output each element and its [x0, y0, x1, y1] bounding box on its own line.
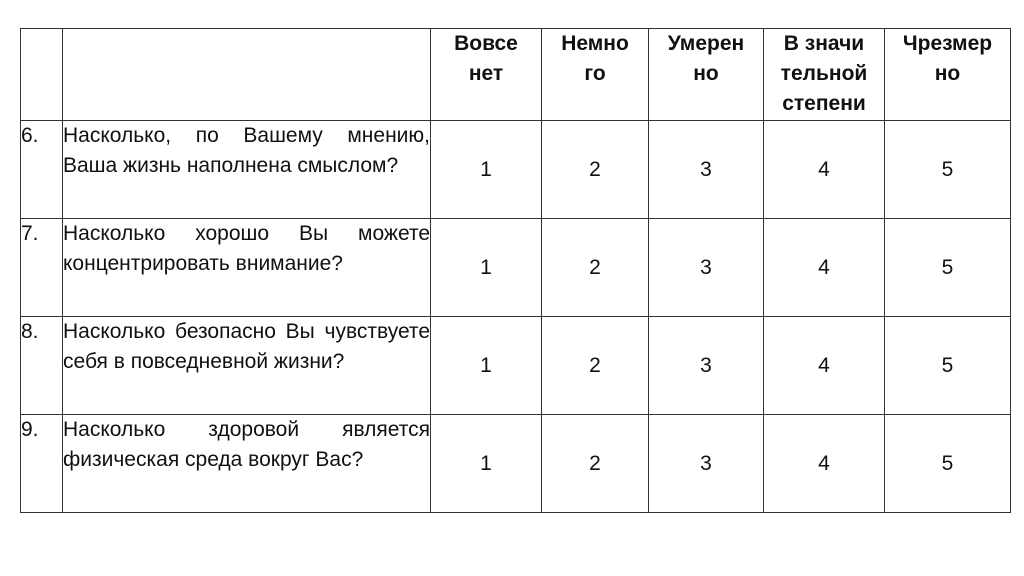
rating-value: 3	[649, 121, 764, 219]
question-number: 7.	[21, 219, 63, 317]
rating-value: 1	[431, 415, 542, 513]
header-option-extremely: Чрезмер но	[885, 29, 1011, 121]
rating-value: 4	[764, 121, 885, 219]
rating-value: 4	[764, 317, 885, 415]
rating-value: 1	[431, 121, 542, 219]
rating-value: 2	[542, 121, 649, 219]
question-text: Насколько безопасно Вы чувствуете себя в повседневной жизни?	[63, 317, 431, 415]
question-text: Насколько хорошо Вы можете концентрировать внимание?	[63, 219, 431, 317]
rating-value: 4	[764, 415, 885, 513]
rating-value: 2	[542, 219, 649, 317]
rating-value: 1	[431, 219, 542, 317]
question-text: Насколько, по Вашему мнению, Ваша жизнь наполнена смыслом?	[63, 121, 431, 219]
rating-value: 5	[885, 317, 1011, 415]
table-row	[21, 415, 1011, 513]
question-text: Насколько здоровой является физическая среда вокруг Вас?	[63, 415, 431, 513]
question-number: 8.	[21, 317, 63, 415]
rating-value: 2	[542, 317, 649, 415]
rating-value: 4	[764, 219, 885, 317]
header-option-not-at-all: Вовсе нет	[431, 29, 542, 121]
header-number-cell	[21, 29, 63, 121]
rating-value: 1	[431, 317, 542, 415]
header-option-very-much: В значи тельной степени	[764, 29, 885, 121]
table-row	[21, 219, 1011, 317]
table-row	[21, 317, 1011, 415]
rating-value: 3	[649, 415, 764, 513]
header-row	[21, 29, 1011, 121]
question-number: 9.	[21, 415, 63, 513]
table-row	[21, 121, 1011, 219]
header-option-moderately: Умерен но	[649, 29, 764, 121]
header-option-a-little: Немно го	[542, 29, 649, 121]
survey-table	[20, 28, 1011, 513]
rating-value: 5	[885, 121, 1011, 219]
rating-value: 5	[885, 219, 1011, 317]
rating-value: 5	[885, 415, 1011, 513]
question-number: 6.	[21, 121, 63, 219]
header-question-cell	[63, 29, 431, 121]
rating-value: 2	[542, 415, 649, 513]
rating-value: 3	[649, 317, 764, 415]
rating-value: 3	[649, 219, 764, 317]
